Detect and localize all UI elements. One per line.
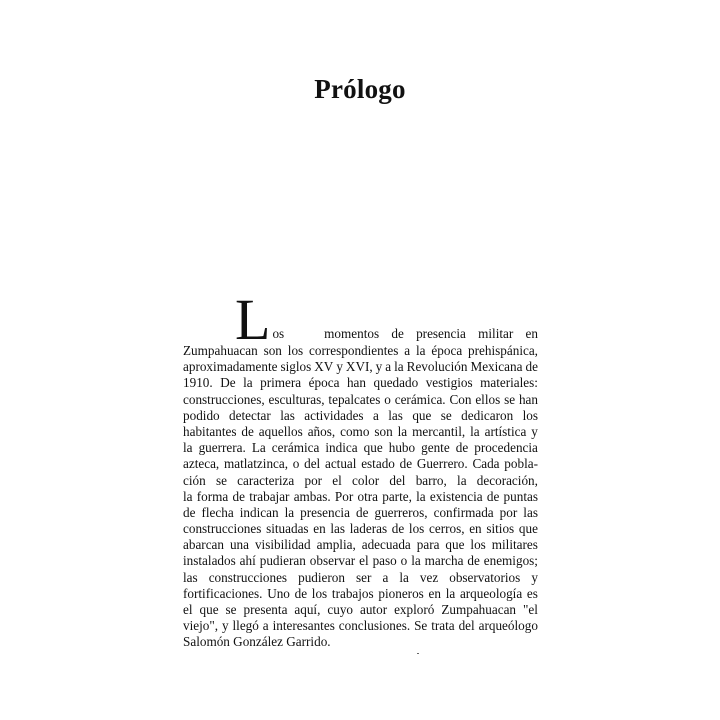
paragraph-word: de (241, 423, 254, 439)
paragraph-word: los (311, 585, 328, 601)
paragraph-word: en (428, 585, 441, 601)
paragraph-word: fortificaciones. (183, 585, 263, 601)
paragraph-word: que (445, 537, 465, 553)
paragraph-word: estado (361, 456, 395, 472)
paragraph-word: barro, (415, 472, 447, 488)
paragraph-word: la (445, 585, 456, 601)
paragraph-word: Uno (267, 585, 290, 601)
paragraph-word: Por (334, 488, 354, 504)
paragraph-word: las (388, 407, 403, 423)
paragraph-word: han (346, 375, 366, 391)
paragraph-line (183, 392, 538, 408)
paragraph-word: actual (324, 456, 357, 472)
paragraph-line (183, 537, 538, 553)
paragraph-word: ambas. (293, 488, 331, 504)
paragraph-word: pudieran (259, 553, 306, 569)
paragraph-word: que (412, 407, 432, 423)
paragraph-word: del (458, 618, 475, 634)
paragraph-line (183, 586, 538, 602)
paragraph-word: forma (196, 488, 229, 504)
paragraph-word: 1910. (183, 375, 213, 391)
paragraph-word: ser (356, 569, 372, 585)
paragraph-word: instalados (183, 553, 236, 569)
paragraph-word: de (525, 359, 538, 375)
paragraph-word: la (397, 423, 408, 439)
first-line-word: en (525, 325, 538, 341)
paragraph-line (183, 408, 538, 424)
paragraph-word: de (399, 456, 413, 472)
paragraph-word: Cada (472, 456, 500, 472)
paragraph-word: pudieron (298, 569, 345, 585)
paragraph-word: que (518, 521, 538, 537)
paragraph-word: llegó (232, 618, 259, 634)
paragraph-word: han (518, 391, 538, 407)
paragraph-word: mercantil, (412, 423, 466, 439)
paragraph-word: la (416, 488, 426, 504)
paragraph-word: del (389, 472, 406, 488)
paragraph-word: y (531, 569, 538, 585)
paragraph-word: tepalcates (328, 391, 381, 407)
paragraph-word: la (183, 440, 193, 456)
paragraph-word: artística (484, 423, 527, 439)
paragraph-word: materiales: (480, 375, 538, 391)
paragraph-word: indican (239, 504, 279, 520)
paragraph-word: a (372, 407, 379, 423)
paragraph-line (183, 521, 538, 537)
paragraph-word: de (391, 521, 405, 537)
paragraph-word: militares (491, 537, 538, 553)
paragraph-word: una (229, 537, 249, 553)
paragraph-word: guerreros, (374, 504, 428, 520)
paragraph-word: construcciones (183, 521, 262, 537)
paragraph-word: construcciones (208, 569, 288, 585)
paragraph-word: confirmada (433, 504, 494, 520)
paragraph-word: o (292, 456, 300, 472)
paragraph-line (183, 359, 538, 375)
first-line-word: presencia (416, 325, 466, 341)
paragraph-line (183, 602, 538, 618)
paragraph-word: la (470, 423, 480, 439)
paragraph-word: los (408, 521, 425, 537)
paragraph-word: los (470, 537, 486, 553)
paragraph-word: de (294, 585, 308, 601)
paragraph-word: La (251, 440, 266, 456)
paragraph-line (183, 456, 538, 472)
paragraph-word: se (440, 407, 452, 423)
paragraph-word: pioneros (378, 585, 424, 601)
paragraph-word: sitios (486, 521, 515, 537)
paragraph-word: la (394, 359, 404, 375)
paragraph-word: existencia (429, 488, 483, 504)
paragraph-word: XVI, (345, 359, 373, 375)
drop-cap-word-rest: os (272, 325, 285, 341)
paragraph-line (183, 473, 538, 489)
paragraph-word: observatorios (449, 569, 521, 585)
paragraph-word: cuyo (327, 602, 354, 617)
paragraph-word: detectar (229, 407, 271, 423)
paragraph-word: podido (183, 407, 220, 423)
first-line-word: momentos (324, 325, 380, 341)
drop-cap: L (235, 287, 271, 352)
paragraph-word: cerámica. (394, 391, 446, 407)
paragraph-word: quedado (373, 375, 419, 391)
paragraph-word: y (336, 359, 343, 375)
paragraph-word: actividades (304, 407, 364, 423)
paragraph-line-last: Salomón González Garrido. (183, 634, 331, 650)
paragraph-word: pobla- (504, 456, 538, 472)
paragraph-word: decoración, (476, 472, 538, 488)
paragraph-word: de (486, 488, 500, 504)
paragraph-word: son (263, 343, 282, 358)
paragraph-word: de (355, 504, 369, 520)
paragraph-word: se (504, 391, 516, 407)
paragraph-word: y (221, 618, 229, 634)
paragraph-word: época (431, 343, 463, 358)
paragraph-word: ellos (475, 391, 501, 407)
paragraph-line (183, 424, 538, 440)
paragraph-lines (183, 343, 538, 634)
paragraph-word: observar (309, 553, 356, 569)
paragraph-word: procedencia (474, 440, 538, 456)
paragraph-word: el (183, 602, 193, 617)
paragraph-word: como (340, 423, 370, 439)
paragraph-word: la (284, 504, 295, 520)
paragraph-word: de (455, 440, 469, 456)
paragraph-word: del (304, 456, 321, 472)
paragraph-word: para (416, 537, 440, 553)
paragraph-word: color (352, 472, 380, 488)
paragraph-word: paso (372, 553, 397, 569)
paragraph-word: los (287, 343, 304, 358)
paragraph-word: siglos (280, 359, 312, 375)
paragraph-word: indica (325, 440, 358, 456)
paragraph-word: aquí, (294, 602, 321, 617)
paragraph-word: o (384, 391, 391, 407)
paragraph-word: la (416, 343, 426, 358)
paragraph-word: Guerrero. (416, 456, 468, 472)
paragraph-word: De (220, 375, 236, 391)
paragraph-word: que (199, 602, 219, 617)
paragraph-word: a (404, 343, 411, 358)
paragraph-word: vez (419, 569, 439, 585)
paragraph-word: visibilidad (254, 537, 311, 553)
first-line-word: militar (478, 325, 514, 341)
paragraph-line (183, 489, 538, 505)
paragraph-word: Zumpahuacan (441, 602, 517, 617)
paragraph-word: Revolución (406, 359, 468, 375)
paragraph-word: a (385, 359, 392, 375)
paragraph-word: habitantes (183, 423, 237, 439)
paragraph-word: por (499, 504, 518, 520)
paragraph-word: que (363, 440, 383, 456)
paragraph-word: los (522, 407, 538, 423)
paragraph-word: primera (260, 375, 302, 391)
paragraph-word: trabajar (249, 488, 290, 504)
paragraph-word: las (183, 569, 198, 585)
paragraph-word: el (359, 553, 369, 569)
paragraph-word: Se (414, 618, 428, 634)
paragraph-word: construcciones, (183, 391, 265, 407)
paragraph-word: la (243, 375, 253, 391)
paragraph-word: época (308, 375, 340, 391)
paragraph-word: la (457, 472, 467, 488)
paragraph-line (183, 343, 538, 359)
paragraph-word: caracteriza (237, 472, 295, 488)
paragraph-word: azteca, (183, 456, 220, 472)
paragraph-word: en (313, 521, 326, 537)
prologue-paragraph (183, 287, 538, 651)
paragraph-word: a (262, 618, 269, 634)
paragraph-word: enemigos; (483, 553, 538, 569)
paragraph-word: las (523, 504, 538, 520)
paragraph-word: se (215, 472, 227, 488)
paragraph-word: situadas (266, 521, 309, 537)
paragraph-word: el (332, 472, 342, 488)
paragraph-word: la (399, 569, 409, 585)
paragraph-word: Con (449, 391, 472, 407)
paragraph-word: presencia (300, 504, 350, 520)
paragraph-word: o (400, 553, 408, 569)
paragraph-word: gente (421, 440, 450, 456)
page-title: Prólogo (314, 74, 406, 104)
paragraph-word: la (183, 488, 193, 504)
paragraph-word: puntas (503, 488, 538, 504)
paragraph-line (183, 570, 538, 586)
paragraph-word: esculturas, (268, 391, 325, 407)
paragraph-word: autor (359, 602, 388, 617)
first-line-word: de (391, 325, 404, 341)
paragraph-word: amplia, (316, 537, 356, 553)
paragraph-word: las (330, 521, 346, 537)
paragraph-word: guerrera. (198, 440, 246, 456)
paragraph-word: otra (357, 488, 378, 504)
paragraph-word: arqueólogo (478, 618, 538, 634)
paragraph-word: de (232, 488, 245, 504)
paragraph-word: Zumpahuacan (183, 343, 258, 358)
paragraph-word: la (411, 553, 421, 569)
paragraph-word: años, (307, 423, 336, 439)
paragraph-word: parte, (382, 488, 412, 504)
paragraph-word: y (375, 359, 383, 375)
paragraph-word: abarcan (183, 537, 224, 553)
paragraph-word: las (280, 407, 295, 423)
paragraph-word: exploró (394, 602, 435, 617)
paragraph-word: y (531, 423, 538, 439)
paragraph-word: presenta (243, 602, 288, 617)
paragraph-word: trabajos (331, 585, 374, 601)
paragraph-word: se (225, 602, 237, 617)
paragraph-line (183, 440, 538, 456)
paragraph-word: conclusiones. (338, 618, 411, 634)
paragraph-word: "el (523, 602, 538, 617)
paragraph-word: es (526, 585, 538, 601)
paragraph-word: aquellos (258, 423, 303, 439)
paragraph-word: ción (183, 472, 206, 488)
paragraph-word: hubo (388, 440, 416, 456)
paragraph-word: por (304, 472, 323, 488)
paragraph-line (183, 618, 538, 634)
paragraph-word: XV (314, 359, 334, 375)
paragraph-word: adecuada (361, 537, 411, 553)
first-line-words (324, 326, 538, 343)
scan-speck (417, 653, 419, 654)
paragraph-word: en (469, 521, 482, 537)
paragraph-line (183, 553, 538, 569)
paragraph-word: son (374, 423, 393, 439)
paragraph-word: trata (431, 618, 455, 634)
paragraph-word: cerros, (428, 521, 465, 537)
paragraph-word: laderas (349, 521, 388, 537)
paragraph-line (183, 505, 538, 521)
paragraph-word: matlatzinca, (223, 456, 289, 472)
paragraph-word: Mexicana (470, 359, 523, 375)
paragraph-word: interesantes (272, 618, 335, 634)
paragraph-word: flecha (201, 504, 234, 520)
paragraph-word: cerámica (271, 440, 320, 456)
paragraph-word: marcha (424, 553, 464, 569)
paragraph-word: aproximadamente (183, 359, 278, 375)
paragraph-word: arqueología (459, 585, 523, 601)
paragraph-word: vestigios (425, 375, 473, 391)
paragraph-word: correspondientes (309, 343, 399, 358)
paragraph-word: prehispánica, (468, 343, 538, 358)
paragraph-word: a (382, 569, 389, 585)
paragraph-word: de (467, 553, 480, 569)
paragraph-word: viejo", (183, 618, 219, 634)
paragraph-word: de (183, 504, 196, 520)
paragraph-word: ahí (239, 553, 256, 569)
paragraph-word: dedicaron (461, 407, 514, 423)
paragraph-line (183, 375, 538, 391)
